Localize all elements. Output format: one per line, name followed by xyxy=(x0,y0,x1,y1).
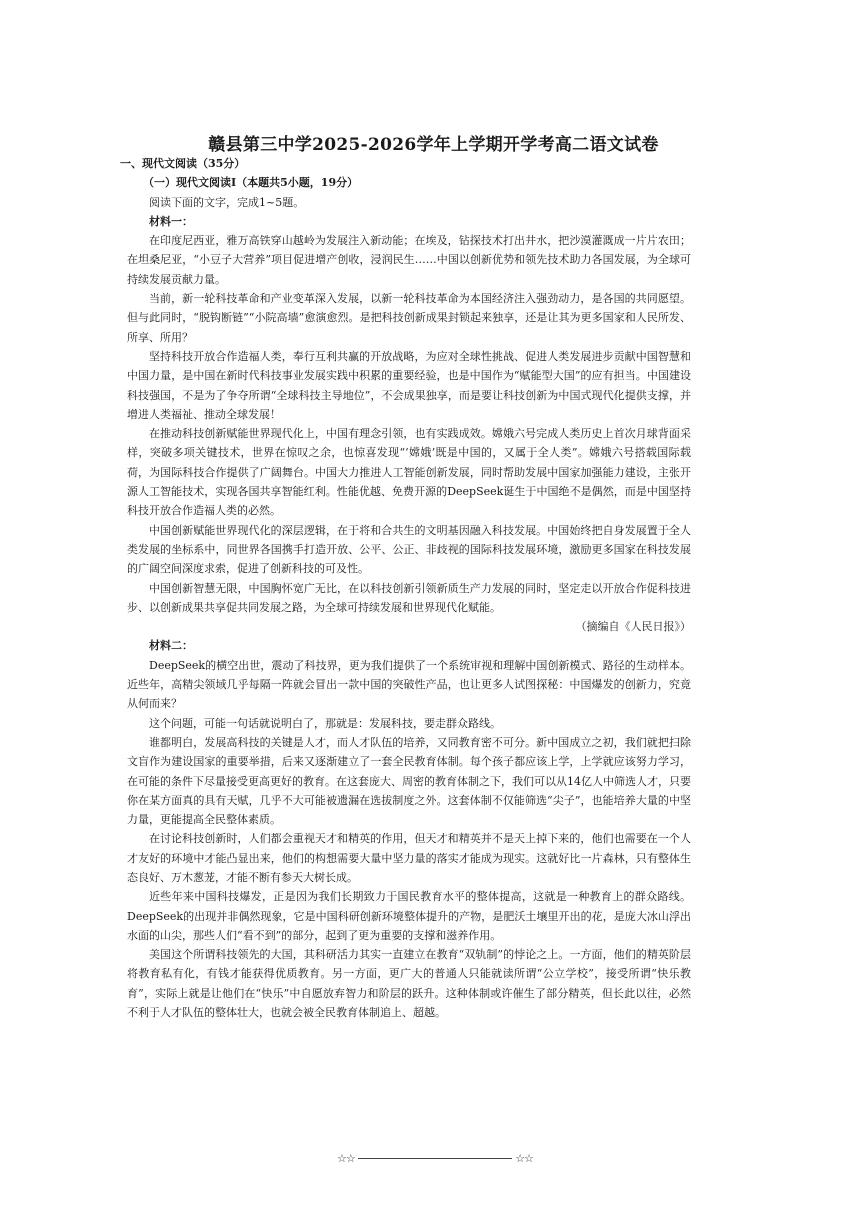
instruction-text: 阅读下面的文字，完成1~5题。 xyxy=(149,195,305,209)
material-1-source: （摘编自《人民日报》） xyxy=(575,620,691,634)
material-2-paragraph: 在讨论科技创新时，人们都会重视天才和精英的作用，但天才和精英并不是天上掉下来的，他们也需要在一个人才友好的环境中才能凸显出来，他们的构想需要大量中坚力量的落实才能成为现实。这就好比一片森林，只有整体生态良好、万木葱茏，才能不断有参天大树长成。 xyxy=(127,832,691,884)
exam-content xyxy=(120,154,691,1022)
material-2-paragraph: 谁都明白，发展高科技的关键是人才，而人才队伍的培养，又同教育密不可分。新中国成立之初，我们就把扫除文盲作为建设国家的重要举措，后来又逐渐建立了一套全民教育体制。每个孩子都应该上学，上学就应该努力学习，在可能的条件下尽量接受更高更好的教育。在这套庞大、周密的教育体制之下，我们可以从14亿人中筛选人才，只要你在某方面真的具有天赋，几乎不大可能被遗漏在选拔制度之外。这套体制不仅能筛选“尖子”，也能培养大量的中坚力量，更能提高全民整体素质。 xyxy=(127,735,691,827)
material-2-paragraph: DeepSeek的横空出世，震动了科技界，更为我们提供了一个系统审视和理解中国创新模式、路径的生动样本。近些年，高精尖领域几乎每隔一阵就会冒出一款中国的突破性产品，也让更多人试图探秘：中国爆发的创新力，究竟从何而来？ xyxy=(127,658,691,711)
material-1-label: 材料一： xyxy=(149,214,193,228)
material-2-paragraph: 这个问题，可能一句话就说明白了，那就是：发展科技，要走群众路线。 xyxy=(149,716,501,730)
material-2-label: 材料二： xyxy=(149,639,193,653)
subsection-heading: （一）现代文阅读Ⅰ（本题共5小题，19分） xyxy=(143,176,359,190)
material-1-paragraph: 中国创新智慧无限，中国胸怀宽广无比，在以科技创新引领新质生产力发展的同时，坚定走以开放合作促科技进步、以创新成果共享促共同发展之路，为全球可持续发展和世界现代化赋能。 xyxy=(127,581,691,614)
material-1-paragraph: 在推动科技创新赋能世界现代化上，中国有理念引领，也有实践成效。嫦娥六号完成人类历史上首次月球背面采样，突破多项关键技术，世界在惊叹之余，也惊喜发现“‘嫦娥’既是中国的，又属于全人类”。嫦娥六号搭载国际载荷，为国际科技合作提供了广阔舞台。中国大力推进人工智能创新发展，同时帮助发展中国家加强能力建设，主张开源人工智能技术，实现各国共享智能红利。性能优越、免费开源的DeepSeek诞生于中国绝不是偶然，而是中国坚持科技开放合作造福人类的必然。 xyxy=(127,427,691,518)
material-2-paragraph: 美国这个所谓科技领先的大国，其科研活力其实一直建立在教育“双轨制”的悖论之上。一方面，他们的精英阶层将教育私有化，有钱才能获得优质教育。另一方面，更广大的普通人只能就读所谓“公立学校”，接受所谓“快乐教育”，实际上就是让他们在“快乐”中自愿放弃智力和阶层的跃升。这种体制或许催生了部分精英，但长此以往，必然不利于人才队伍的整体壮大，也就会被全民教育体制追上、超越。 xyxy=(127,948,691,1020)
material-1-paragraph: 当前，新一轮科技革命和产业变革深入发展，以新一轮科技革命为本国经济注入强劲动力，是各国的共同愿望。但与此同时，“脱钩断链”“小院高墙”愈演愈烈。是把科技创新成果封锁起来独享，还是让其为更多国家和人民所发、所享、所用？ xyxy=(127,292,691,344)
page-footer xyxy=(337,1151,533,1165)
material-1-paragraph: 坚持科技开放合作造福人类，奉行互利共赢的开放战略，为应对全球性挑战、促进人类发展进步贡献中国智慧和中国力量，是中国在新时代科技事业发展实践中积累的重要经验，也是中国作为“赋能型大国”的应有担当。中国建设科技强国，不是为了争夺所谓“全球科技主导地位”，不会成果独享，而是要让科技创新为中国式现代化提供支撑，并增进人类福祉、推动全球发展！ xyxy=(127,349,691,421)
footer-divider-line xyxy=(358,1158,513,1159)
section-heading: 一、现代文阅读（35分） xyxy=(120,157,246,170)
material-2-paragraph: 近些年来中国科技爆发，正是因为我们长期致力于国民教育水平的整体提高，这就是一种教育上的群众路线。DeepSeek的出现并非偶然现象，它是中国科研创新环境整体提升的产物，是肥沃土壤里开出的花，是庞大冰山浮出水面的山尖，那些人们“看不到”的部分，起到了更为重要的支撑和滋养作用。 xyxy=(127,890,691,942)
material-1-paragraph: 在印度尼西亚，雅万高铁穿山越岭为发展注入新动能；在埃及，钻探技术打出井水，把沙漠灌溉成一片片农田；在坦桑尼亚，“小豆子大营养”项目促进增产创收，浸润民生……中国以创新优势和领先技术助力各国发展，为全球可持续发展贡献力量。 xyxy=(127,234,691,286)
footer-stars-right: ☆☆ xyxy=(515,1151,533,1165)
footer-stars-left: ☆☆ xyxy=(337,1151,355,1165)
material-1-paragraph: 中国创新赋能世界现代化的深层逻辑，在于将和合共生的文明基因融入科技发展。中国始终把自身发展置于全人类发展的坐标系中，同世界各国携手打造开放、公平、公正、非歧视的国际科技发展环境，激励更多国家在科技发展的广阔空间深度求索，促进了创新科技的可及性。 xyxy=(127,523,691,576)
page-title: 赣县第三中学2025-2026学年上学期开学考高二语文试卷 xyxy=(208,135,659,155)
